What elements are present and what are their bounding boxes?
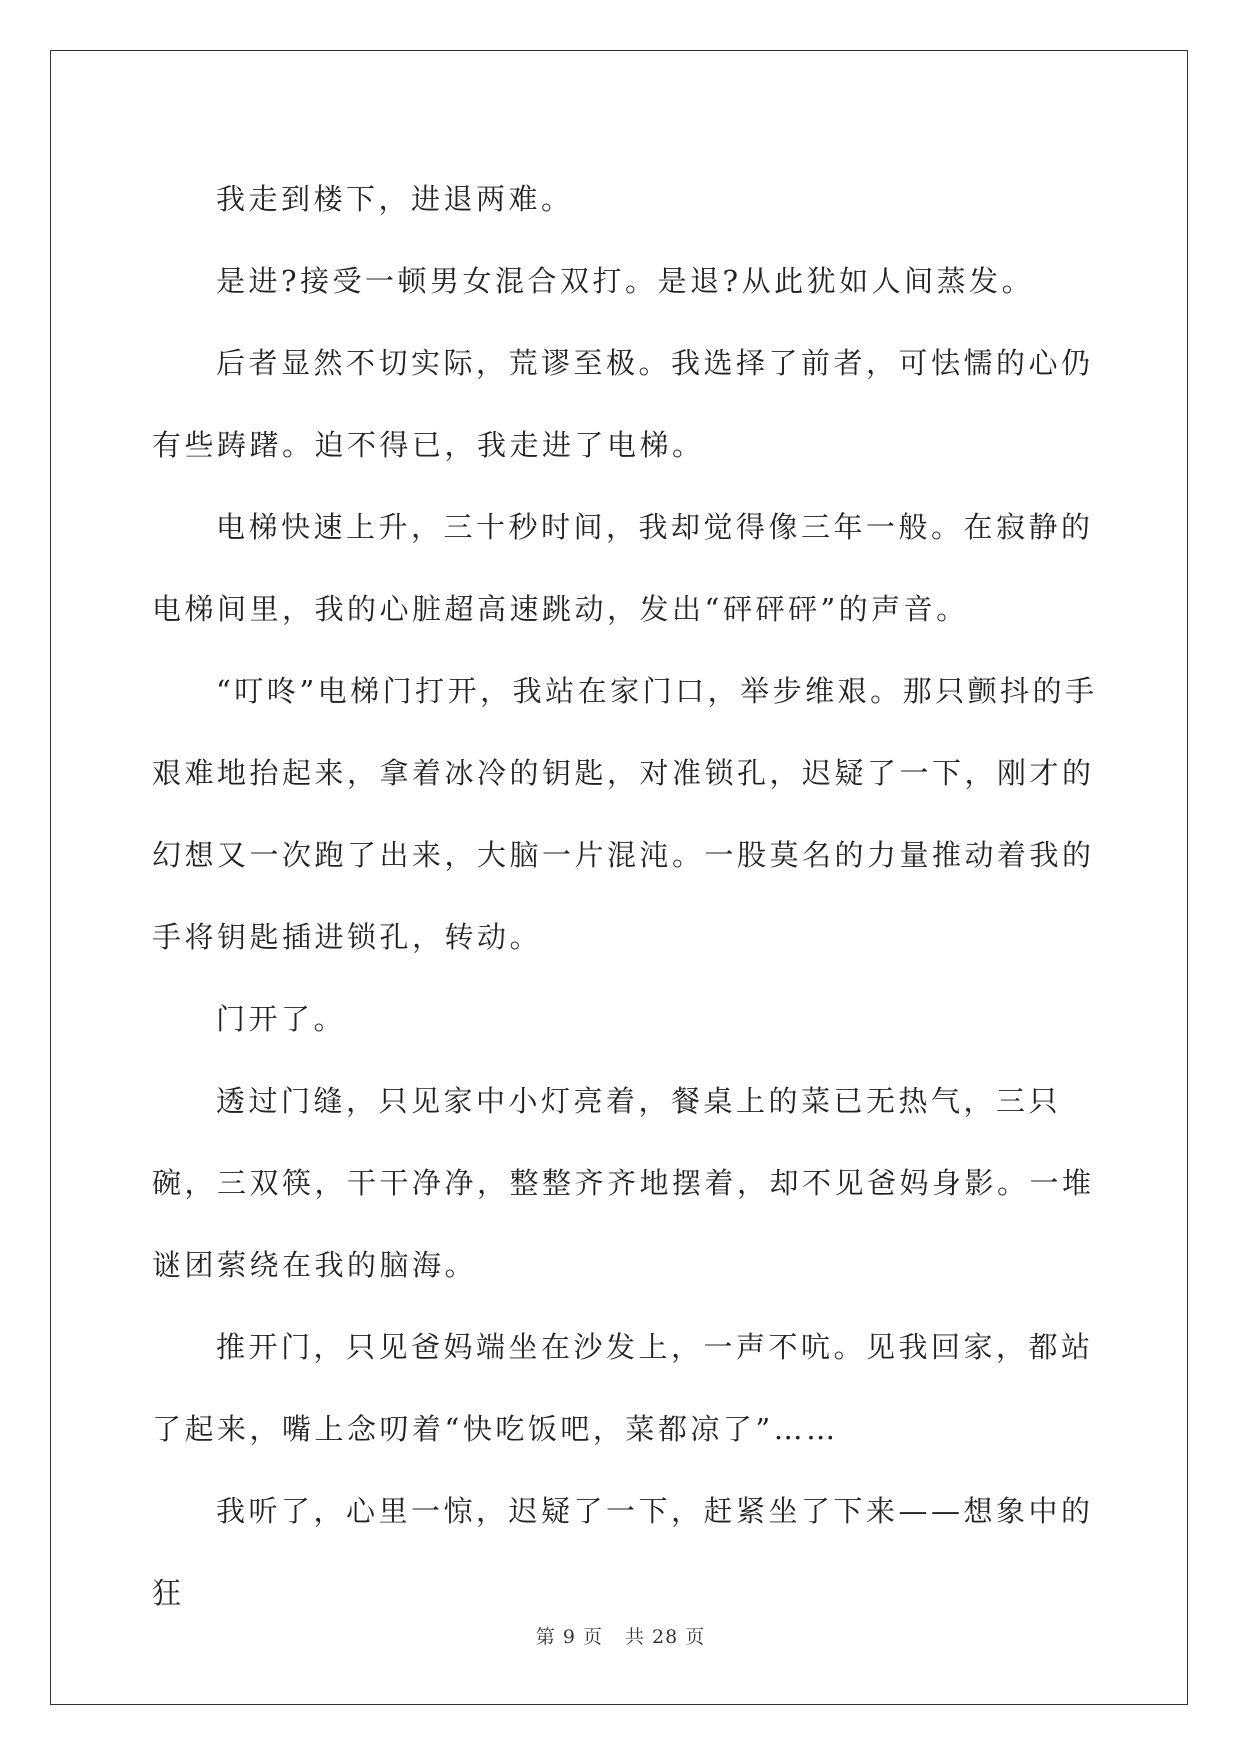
paragraph: “叮咚”电梯门打开，我站在家门口，举步维艰。那只颤抖的手艰难地抬起来，拿着冰冷的钥匙，对准锁孔，迟疑了一下，刚才的幻想又一次跑了出来，大脑一片混沌。一股莫名的力量推动着我的手将钥匙插进锁孔，转动。 xyxy=(152,674,1098,954)
page-footer xyxy=(0,1622,1241,1649)
page-number: 第 9 页 xyxy=(535,1626,603,1648)
paragraph: 推开门，只见爸妈端坐在沙发上，一声不吭。见我回家，都站了起来，嘴上念叨着“快吃饭吧，菜都凉了”…… xyxy=(152,1330,1094,1446)
document-body xyxy=(152,158,1102,1634)
paragraph: 后者显然不切实际，荒谬至极。我选择了前者，可怯懦的心仍有些踌躇。迫不得已，我走进了电梯。 xyxy=(152,346,1094,462)
paragraph: 我听了，心里一惊，迟疑了一下，赶紧坐了下来——想象中的狂 xyxy=(152,1494,1094,1610)
paragraph: 我走到楼下，进退两难。 xyxy=(216,182,574,216)
paragraph: 是进?接受一顿男女混合双打。是退?从此犹如人间蒸发。 xyxy=(216,264,1035,298)
page-total: 共 28 页 xyxy=(624,1626,706,1648)
paragraph: 门开了。 xyxy=(216,1002,347,1036)
paragraph: 透过门缝，只见家中小灯亮着，餐桌上的菜已无热气，三只碗，三双筷，干干净净，整整齐齐地摆着，却不见爸妈身影。一堆谜团萦绕在我的脑海。 xyxy=(152,1084,1095,1282)
paragraph: 电梯快速上升，三十秒时间，我却觉得像三年一般。在寂静的电梯间里，我的心脏超高速跳动，发出“砰砰砰”的声音。 xyxy=(152,510,1094,626)
